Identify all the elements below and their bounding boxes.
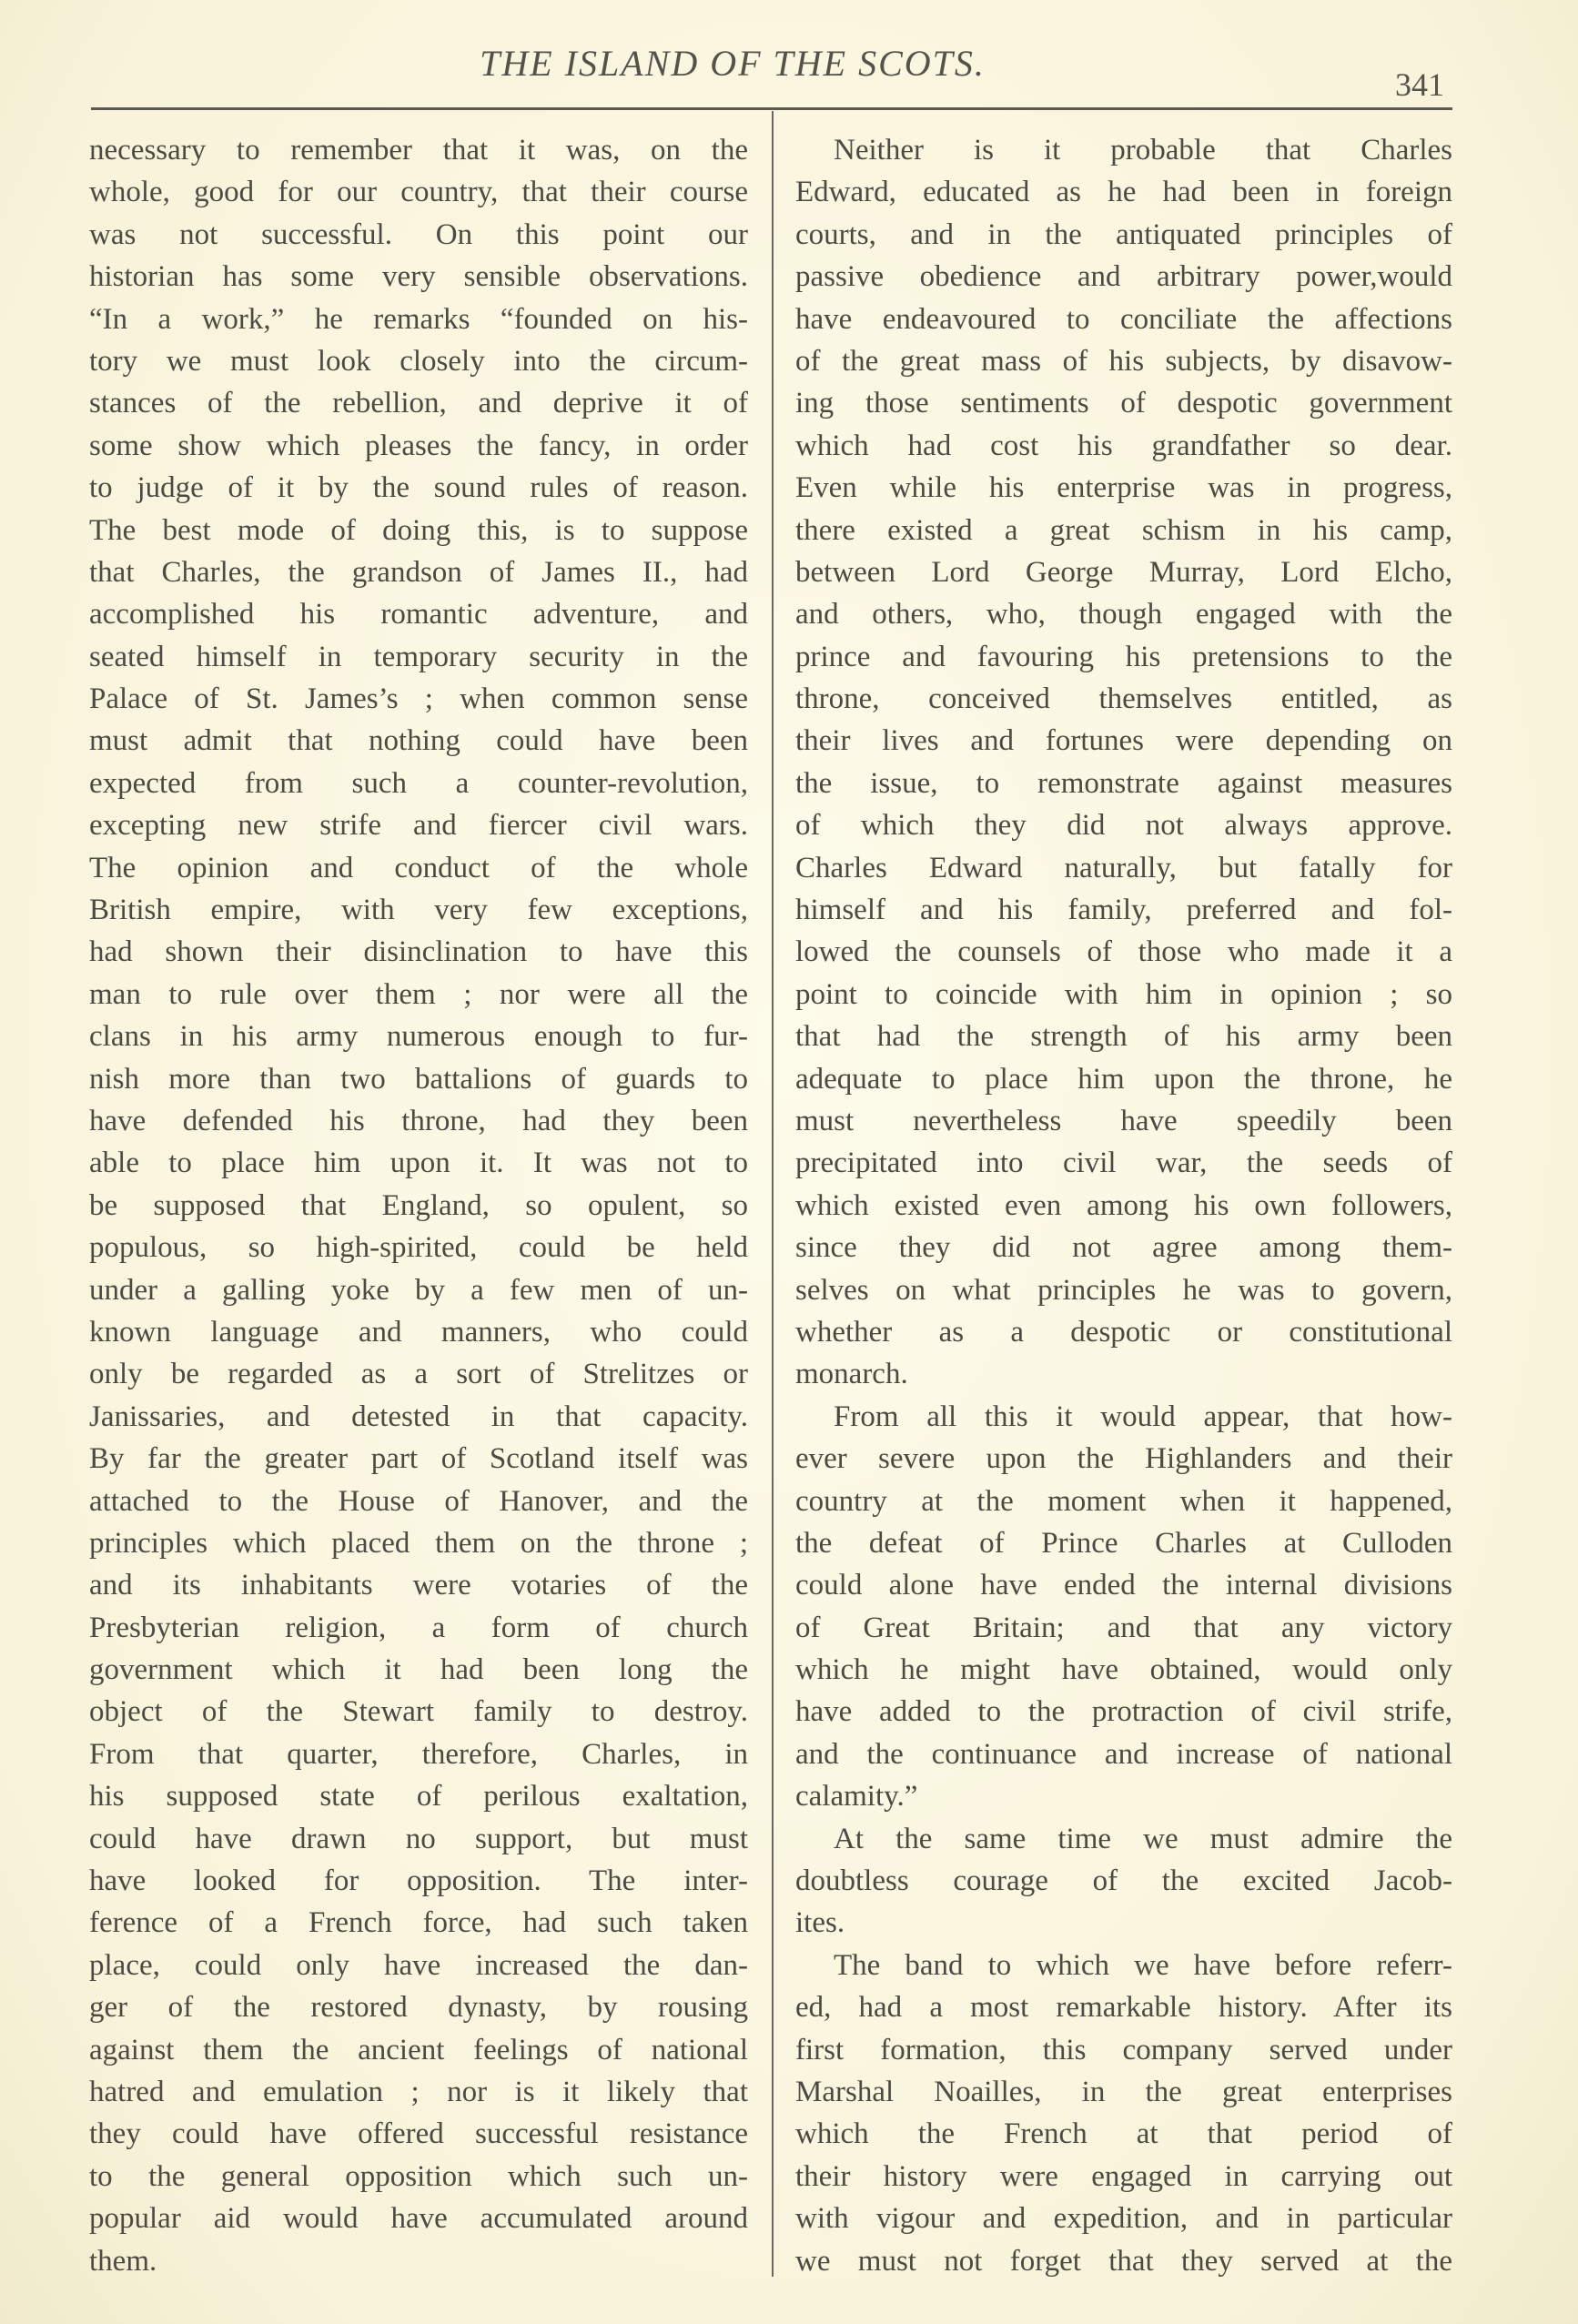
text-line: lowed the counsels of those who made it a — [795, 935, 1452, 969]
right-column — [795, 129, 1452, 2282]
text-line: Edward, educated as he had been in foreign — [795, 176, 1452, 209]
text-line: which he might have obtained, would only — [795, 1653, 1452, 1687]
text-line: prince and favouring his pretensions to the — [795, 640, 1452, 673]
text-line: necessary to remember that it was, on the — [89, 134, 748, 167]
text-line: From that quarter, therefore, Charles, in — [89, 1737, 748, 1771]
text-line: ites. — [795, 1906, 845, 1940]
text-line: only be regarded as a sort of Strelitzes or — [89, 1358, 748, 1391]
text-line: able to place him upon it. It was not to — [89, 1147, 748, 1180]
text-line: must nevertheless have speedily been — [795, 1104, 1452, 1137]
column-divider — [772, 111, 774, 2277]
text-line: tory we must look closely into the circum- — [89, 344, 748, 378]
text-line: doubtless courage of the excited Jacob- — [795, 1864, 1452, 1898]
text-line: Charles Edward naturally, but fatally for — [795, 851, 1452, 884]
text-line: ger of the restored dynasty, by rousing — [89, 1991, 748, 2025]
text-line: their history were engaged in carrying out — [795, 2159, 1452, 2193]
text-line: himself and his family, preferred and fol- — [795, 894, 1452, 927]
text-line: and its inhabitants were votaries of the — [89, 1569, 748, 1602]
text-line: adequate to place him upon the throne, he — [795, 1062, 1452, 1096]
text-line: The opinion and conduct of the whole — [89, 851, 748, 884]
text-line: his supposed state of perilous exaltation, — [89, 1780, 748, 1814]
text-line: place, could only have increased the dan- — [89, 1948, 748, 1982]
text-line: them. — [89, 2244, 157, 2278]
text-line: man to rule over them ; nor were all the — [89, 977, 748, 1011]
text-line: have defended his throne, had they been — [89, 1104, 748, 1137]
text-line: government which it had been long the — [89, 1653, 748, 1687]
text-line: attached to the House of Hanover, and the — [89, 1484, 748, 1518]
text-line: and others, who, though engaged with the — [795, 598, 1452, 632]
text-line: historian has some very sensible observations. — [89, 260, 748, 294]
text-line: principles which placed them on the throne ; — [89, 1526, 748, 1560]
text-line: could alone have ended the internal divisions — [795, 1569, 1452, 1602]
text-line: calamity.” — [795, 1780, 918, 1814]
text-line: of Great Britain; and that any victory — [795, 1611, 1452, 1644]
text-line: passive obedience and arbitrary power,would — [795, 260, 1452, 294]
page-number: 341 — [1395, 66, 1444, 103]
text-line: accomplished his romantic adventure, and — [89, 598, 748, 632]
text-line: Janissaries, and detested in that capacity. — [89, 1399, 748, 1433]
text-line: their lives and fortunes were depending on — [795, 724, 1452, 758]
text-line: we must not forget that they served at the — [795, 2244, 1452, 2278]
text-line: point to coincide with him in opinion ; so — [795, 977, 1452, 1011]
text-line: that had the strength of his army been — [795, 1020, 1452, 1054]
text-line: whole, good for our country, that their course — [89, 176, 748, 209]
text-line: excepting new strife and fiercer civil wars. — [89, 809, 748, 843]
text-line: ed, had a most remarkable history. After its — [795, 1991, 1452, 2025]
text-line: The band to which we have before referr- — [834, 1948, 1452, 1982]
text-line: country at the moment when it happened, — [795, 1484, 1452, 1518]
text-line: have endeavoured to conciliate the affections — [795, 302, 1452, 336]
text-line: the issue, to remonstrate against measures — [795, 766, 1452, 800]
text-line: the defeat of Prince Charles at Culloden — [795, 1526, 1452, 1560]
text-line: which had cost his grandfather so dear. — [795, 429, 1452, 462]
text-line: expected from such a counter-revolution, — [89, 766, 748, 800]
text-line: clans in his army numerous enough to fur- — [89, 1020, 748, 1054]
running-head: THE ISLAND OF THE SCOTS. — [480, 43, 986, 84]
text-line: of which they did not always approve. — [795, 809, 1452, 843]
text-line: first formation, this company served under — [795, 2033, 1452, 2066]
text-line: From all this it would appear, that how- — [834, 1399, 1452, 1433]
text-line: was not successful. On this point our — [89, 217, 748, 251]
text-line: Even while his enterprise was in progress, — [795, 471, 1452, 505]
text-line: of the great mass of his subjects, by disavow- — [795, 344, 1452, 378]
text-line: throne, conceived themselves entitled, as — [795, 682, 1452, 716]
text-line: be supposed that England, so opulent, so — [89, 1188, 748, 1222]
text-line: Presbyterian religion, a form of church — [89, 1611, 748, 1644]
text-line: ever severe upon the Highlanders and their — [795, 1442, 1452, 1476]
text-line: between Lord George Murray, Lord Elcho, — [795, 555, 1452, 589]
text-line: At the same time we must admire the — [834, 1822, 1452, 1855]
text-line: have added to the protraction of civil strife, — [795, 1695, 1452, 1729]
text-line: popular aid would have accumulated around — [89, 2202, 748, 2236]
text-line: under a galling yoke by a few men of un- — [89, 1273, 748, 1307]
text-line: Marshal Noailles, in the great enterprises — [795, 2075, 1452, 2108]
text-line: there existed a great schism in his camp, — [795, 513, 1452, 547]
text-line: stances of the rebellion, and deprive it of — [89, 387, 748, 420]
text-line: that Charles, the grandson of James II., had — [89, 555, 748, 589]
text-line: some show which pleases the fancy, in order — [89, 429, 748, 462]
text-line: hatred and emulation ; nor is it likely that — [89, 2075, 748, 2108]
text-line: to judge of it by the sound rules of reason. — [89, 471, 748, 505]
text-line: “In a work,” he remarks “founded on his- — [89, 302, 748, 336]
text-line: precipitated into civil war, the seeds of — [795, 1147, 1452, 1180]
text-line: since they did not agree among them- — [795, 1231, 1452, 1265]
text-line: and the continuance and increase of national — [795, 1737, 1452, 1771]
text-line: had shown their disinclination to have this — [89, 935, 748, 969]
text-line: object of the Stewart family to destroy. — [89, 1695, 748, 1729]
header-rule — [91, 107, 1452, 110]
text-line: they could have offered successful resistance — [89, 2117, 748, 2151]
text-line: courts, and in the antiquated principles of — [795, 217, 1452, 251]
text-line: British empire, with very few exceptions, — [89, 894, 748, 927]
text-line: populous, so high-spirited, could be held — [89, 1231, 748, 1265]
text-line: ference of a French force, had such taken — [89, 1906, 748, 1940]
left-column — [89, 129, 748, 2282]
text-line: with vigour and expedition, and in particular — [795, 2202, 1452, 2236]
text-line: must admit that nothing could have been — [89, 724, 748, 758]
text-line: ing those sentiments of despotic government — [795, 387, 1452, 420]
text-line: to the general opposition which such un- — [89, 2159, 748, 2193]
text-line: Neither is it probable that Charles — [834, 134, 1452, 167]
text-line: The best mode of doing this, is to suppose — [89, 513, 748, 547]
text-line: monarch. — [795, 1358, 908, 1391]
text-line: nish more than two battalions of guards to — [89, 1062, 748, 1096]
text-line: By far the greater part of Scotland itself was — [89, 1442, 748, 1476]
text-line: whether as a despotic or constitutional — [795, 1315, 1452, 1349]
text-line: Palace of St. James’s ; when common sense — [89, 682, 748, 716]
text-line: known language and manners, who could — [89, 1315, 748, 1349]
text-line: could have drawn no support, but must — [89, 1822, 748, 1855]
text-line: against them the ancient feelings of national — [89, 2033, 748, 2066]
text-line: which existed even among his own followers, — [795, 1188, 1452, 1222]
text-line: have looked for opposition. The inter- — [89, 1864, 748, 1898]
text-line: seated himself in temporary security in the — [89, 640, 748, 673]
text-line: selves on what principles he was to govern, — [795, 1273, 1452, 1307]
text-line: which the French at that period of — [795, 2117, 1452, 2151]
